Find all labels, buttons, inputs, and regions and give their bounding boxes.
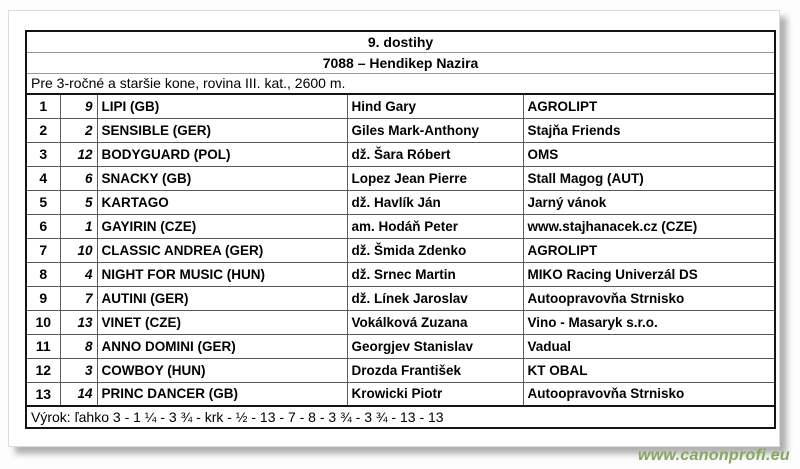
stable-name-cell: Jarný vánok [523, 190, 775, 214]
start-number-cell: 12 [60, 142, 97, 166]
jockey-name-cell: dž. Šara Róbert [347, 142, 523, 166]
stable-name-cell: www.stajhanacek.cz (CZE) [523, 214, 775, 238]
finish-position-cell: 12 [26, 358, 60, 382]
finish-position-cell: 5 [26, 190, 60, 214]
finish-position-cell: 3 [26, 142, 60, 166]
start-number-cell: 13 [60, 310, 97, 334]
jockey-name-cell: Drozda František [347, 358, 523, 382]
document-page [8, 10, 780, 447]
horse-name-cell: GAYIRIN (CZE) [97, 214, 347, 238]
finish-position-cell: 2 [26, 118, 60, 142]
horse-name-cell: NIGHT FOR MUSIC (HUN) [97, 262, 347, 286]
horse-name-cell: LIPI (GB) [97, 94, 347, 118]
finish-position-cell: 8 [26, 262, 60, 286]
horse-name-cell: BODYGUARD (POL) [97, 142, 347, 166]
race-subtitle: 7088 – Hendikep Nazira [26, 52, 775, 73]
finish-position-cell: 11 [26, 334, 60, 358]
stable-name-cell: KT OBAL [523, 358, 775, 382]
race-conditions-row [26, 73, 775, 94]
horse-name-cell: VINET (CZE) [97, 310, 347, 334]
jockey-name-cell: Krowicki Piotr [347, 382, 523, 406]
stable-name-cell: AGROLIPT [523, 238, 775, 262]
finish-position-cell: 1 [26, 94, 60, 118]
race-subtitle-row [26, 52, 775, 73]
stable-name-cell: OMS [523, 142, 775, 166]
finish-position-cell: 7 [26, 238, 60, 262]
jockey-name-cell: Vokálková Zuzana [347, 310, 523, 334]
start-number-cell: 6 [60, 166, 97, 190]
stable-name-cell: Autoopravovňa Strnisko [523, 286, 775, 310]
table-row [26, 382, 775, 406]
horse-name-cell: CLASSIC ANDREA (GER) [97, 238, 347, 262]
race-title: 9. dostihy [26, 31, 775, 52]
table-row [26, 238, 775, 262]
stable-name-cell: MIKO Racing Univerzál DS [523, 262, 775, 286]
horse-name-cell: KARTAGO [97, 190, 347, 214]
jockey-name-cell: Giles Mark-Anthony [347, 118, 523, 142]
jockey-name-cell: Hind Gary [347, 94, 523, 118]
race-program-table [25, 30, 776, 429]
finish-position-cell: 10 [26, 310, 60, 334]
table-row [26, 286, 775, 310]
table-row [26, 214, 775, 238]
finish-position-cell: 9 [26, 286, 60, 310]
horse-name-cell: SENSIBLE (GER) [97, 118, 347, 142]
start-number-cell: 5 [60, 190, 97, 214]
stable-name-cell: Vino - Masaryk s.r.o. [523, 310, 775, 334]
start-number-cell: 7 [60, 286, 97, 310]
horse-name-cell: COWBOY (HUN) [97, 358, 347, 382]
stable-name-cell: AGROLIPT [523, 94, 775, 118]
table-row [26, 190, 775, 214]
table-row [26, 310, 775, 334]
jockey-name-cell: dž. Línek Jaroslav [347, 286, 523, 310]
jockey-name-cell: Lopez Jean Pierre [347, 166, 523, 190]
start-number-cell: 14 [60, 382, 97, 406]
table-row [26, 94, 775, 118]
start-number-cell: 4 [60, 262, 97, 286]
horse-name-cell: AUTINI (GER) [97, 286, 347, 310]
stable-name-cell: Stajňa Friends [523, 118, 775, 142]
start-number-cell: 2 [60, 118, 97, 142]
finish-position-cell: 4 [26, 166, 60, 190]
table-row [26, 358, 775, 382]
jockey-name-cell: Georgjev Stanislav [347, 334, 523, 358]
table-row [26, 334, 775, 358]
verdict-row [26, 406, 775, 428]
stable-name-cell: Stall Magog (AUT) [523, 166, 775, 190]
race-conditions: Pre 3-ročné a staršie kone, rovina III. kat., 2600 m. [26, 73, 775, 94]
table-row [26, 262, 775, 286]
start-number-cell: 1 [60, 214, 97, 238]
stable-name-cell: Autoopravovňa Strnisko [523, 382, 775, 406]
table-row [26, 142, 775, 166]
stable-name-cell: Vadual [523, 334, 775, 358]
verdict-text: Výrok: ľahko 3 - 1 ¼ - 3 ¾ - krk - ½ - 13 - 7 - 8 - 3 ¾ - 3 ¾ - 13 - 13 [26, 406, 775, 428]
horse-name-cell: ANNO DOMINI (GER) [97, 334, 347, 358]
start-number-cell: 9 [60, 94, 97, 118]
start-number-cell: 10 [60, 238, 97, 262]
watermark-url: www.canonprofi.eu [637, 447, 790, 464]
jockey-name-cell: dž. Havlík Ján [347, 190, 523, 214]
finish-position-cell: 6 [26, 214, 60, 238]
start-number-cell: 3 [60, 358, 97, 382]
table-row [26, 166, 775, 190]
jockey-name-cell: dž. Šmida Zdenko [347, 238, 523, 262]
entries-body [26, 94, 775, 406]
jockey-name-cell: am. Hodáň Peter [347, 214, 523, 238]
start-number-cell: 8 [60, 334, 97, 358]
horse-name-cell: PRINC DANCER (GB) [97, 382, 347, 406]
table-row [26, 118, 775, 142]
finish-position-cell: 13 [26, 382, 60, 406]
horse-name-cell: SNACKY (GB) [97, 166, 347, 190]
race-title-row [26, 31, 775, 52]
jockey-name-cell: dž. Srnec Martin [347, 262, 523, 286]
